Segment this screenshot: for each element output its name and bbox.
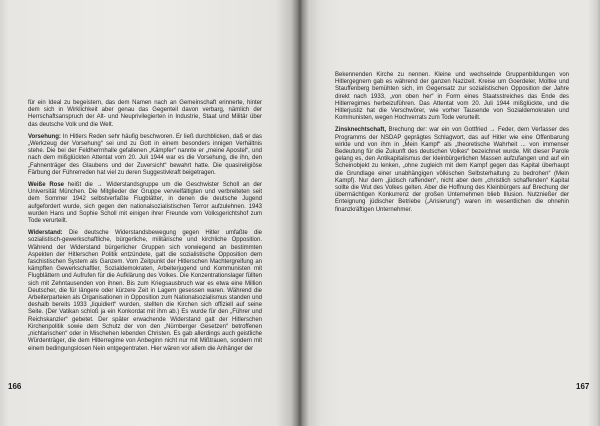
entry-term: Vorsehung: bbox=[28, 133, 61, 140]
paragraph-continuation bbox=[335, 72, 569, 122]
page-number: 167 bbox=[576, 382, 590, 391]
paragraph-text: Bekennenden Kirche zu nennen. Kleine und wechselnde Gruppenbildungen von Hitlergegnern gab es während der ganzen Nazizeit. Kreise um Goerdeler, Moltke und Stauffenberg bemühten sich, im Gegensatz zur sozialistischen Opposition der Jahre direkt nach 1933, „von oben her“ in Form eines Staatsstreiches das Ende des Hitlerregimes herbeizuführen. Das Attentat vom 20. Juli 1944 mißglückte, und die Hitlerjustiz hat die Verschwörer, wie vorher Tausende von Sozialdemokraten und Kommunisten, wegen Hochverrats zum Tode verurteilt. bbox=[335, 72, 569, 122]
entry-vorsehung bbox=[28, 134, 262, 177]
paragraph-text: für ein Ideal zu begeistern, das dem Namen nach an Gemeinschaft erinnerte, hinter dem sich in Wirklichkeit aber genau das Gegenteil davon verbarg, nämlich der Herrschaftsanspruch der Alt- und Neuprivilegierten in Industrie, Staat und Militär über das deutsche Volk und die Welt. bbox=[28, 100, 262, 128]
entry-weisse-rose bbox=[28, 182, 262, 225]
right-text-column bbox=[335, 72, 569, 219]
entry-text: Brechung der: war ein von Gottfried → Feder, dem Verfasser des Programms der NSDAP geprägtes Schlagwort, das auf Hitler wie eine Offenbarung wirkte und von ihm in „Mein Kampf“ als „theoretische Wahrheit ... von immenser Bedeutung für die Zukunft des deutschen Volkes“ bezeichnet wurde. Mit dieser Parole gelang es, den Antikapitalismus der kleinbürgerlichen Massen aufzufangen und auf ein Scheinobjekt zu lenken, „ohne zugleich mit dem Kampf gegen das Kapital überhaupt die Grundlage einer unabhängigen völkischen Selbsterhaltung zu bedrohen“ (Mein Kampf). Nur dem „jüdisch raffenden“, nicht aber dem „christlich schaffenden“ Kapital sollte die Wut des Volkes gelten. Aber die Hoffnung des Kleinbürgers auf Brechung der übermächtigen Konkurrenz der großen Unternehmen blieb Illusion. Nutznießer der Enteignung jüdischer Betriebe („Arisierung“) waren im wesentlichen die ohnehin finanzkräftigen Unternehmer. bbox=[335, 127, 569, 213]
entry-term: Widerstand: bbox=[28, 230, 63, 237]
entry-text: In Hitlers Reden sehr häufig beschworen. Er ließ durchblicken, daß er das „Werkzeug der Vorsehung“ sei und zu Gott in einem besonders innigen Verhältnis stehe. Die bei der Feldherrnhalle gefallenen „Kämpfer“ nannte er „meine Apostel“, und nach dem mißglückten Attentat vom 20. Juli 1944 war es die Vorsehung, die ihn, den „Fahnenträger des Glaubens und der Zuversicht“ bewahrt hatte. Die quasireligiöse Färbung der Führerreden hat viel zu deren Suggestivkraft beigetragen. bbox=[28, 133, 262, 176]
right-page bbox=[300, 0, 600, 426]
entry-widerstand bbox=[28, 230, 262, 352]
entry-term: Zinsknechtschaft, bbox=[335, 127, 387, 134]
entry-zinsknechtschaft bbox=[335, 127, 569, 213]
page-number: 166 bbox=[8, 382, 22, 391]
entry-text: heißt die → Widerstandsgruppe um die Geschwister Scholl an der Universität München. Die Mitglieder der Gruppe vervielfältigten und verbreiteten seit dem Sommer 1942 selbstverfaßte Flugblätter, in denen die deutsche Jugend aufgefordert wurde, sich gegen den nationalsozialistischen Terror aufzulehnen. 1943 wurden Hans und Sophie Scholl mit einigen ihrer Freunde vom Volksgerichtshof zum Tode verurteilt. bbox=[28, 182, 262, 225]
entry-term: Weiße Rose bbox=[28, 182, 64, 189]
left-text-column bbox=[28, 100, 262, 358]
entry-text: Die deutsche Widerstandsbewegung gegen Hitler umfaßte die sozialistisch-gewerkschaftliche, bürgerliche, militärische und kirchliche Opposition. Während der Widerstand bürgerlicher Gruppen sich vorwiegend an bestimmten Aspekten der Hitlerschen Politik entzündete, galt die sozialistische Opposition dem faschistischen System als Ganzem. Vom Zeitpunkt der Hitlerschen Machtergreifung an kämpften Gewerkschaftler, Sozialdemokraten, Arbeiterjugend und Kommunisten mit Flugblättern und Aufrufen für die Aufklärung des Volkes. Die Konzentrationslager füllten sich mit Zehntausenden von ihnen. Bis zum Kriegsausbruch war es etwa eine Million Deutscher, die für längere oder kürzere Zeit in Lagern gesessen waren. Während die Arbeiterparteien als Organisationen in Opposition zum Nationalsozialismus standen und deshalb bereits 1933 „liquidiert“ wurden, stellten die Kirchen sich offiziell auf seine Seite. (Der Vatikan schloß ja ein Konkordat mit ihm ab.) Es wurde für den „Führer und Reichskanzler“ gebetet. Der später erwachende Widerstand galt der Hitlerschen Kirchenpolitik sowie dem Schutz der von den „Nürnberger Gesetzen“ betroffenen „nichtarischen“ oder in Mischehen lebenden Christen. Es gab allerdings auch geistliche Würdenträger, die dem Hitlerregime von Anbeginn nicht nur mit Mißtrauen, sondern mit einem bedingungslosen Nein entgegentraten. Hier wären vor allem die Anhänger der bbox=[28, 230, 262, 352]
paragraph-continuation bbox=[28, 100, 262, 129]
